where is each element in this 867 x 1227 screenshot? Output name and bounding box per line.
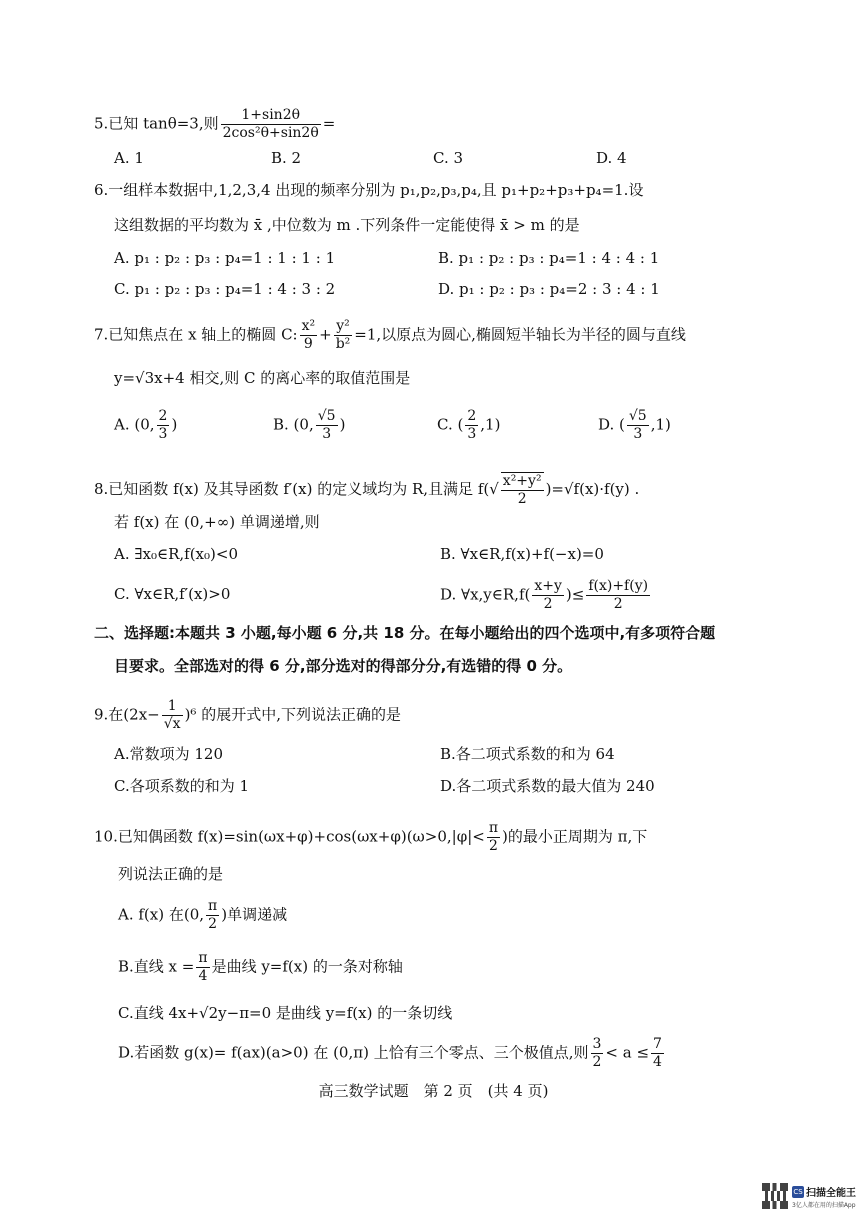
q8-option-d (440, 578, 652, 613)
q7-option-c (437, 408, 500, 443)
q6-option-c: C. p₁ : p₂ : p₃ : p₄=1 : 4 : 3 : 2 (114, 280, 336, 298)
q6-option-d: D. p₁ : p₂ : p₃ : p₄=2 : 3 : 4 : 1 (438, 280, 660, 298)
q10-option-d (118, 1036, 666, 1071)
q10-b-num: π (198, 950, 208, 966)
q5-option-c: C. 3 (433, 149, 464, 167)
q5-option-a: A. 1 (114, 149, 144, 167)
q7-pre: 7.已知焦点在 x 轴上的椭圆 C: (94, 325, 298, 344)
q7-a-pre: A. (0, (114, 415, 155, 434)
q10-option-a (118, 898, 287, 933)
q8-frac (501, 472, 544, 508)
q10-a-post: )单调递减 (221, 905, 288, 924)
q5-tail: = (322, 114, 336, 133)
q7-b-den: 3 (322, 426, 332, 442)
q8-num: x²+y² (502, 473, 542, 489)
q7-d-post: ,1) (650, 415, 671, 434)
q10-a-num: π (208, 898, 218, 914)
q7-frac-y-den: b² (335, 336, 351, 352)
q10-d-pre: D.若函数 g(x)= f(ax)(a>0) 在 (0,π) 上恰有三个零点、三个极值点,则 (118, 1043, 589, 1062)
qr-code-icon (762, 1183, 788, 1209)
q7-a-den: 3 (158, 426, 168, 442)
q7-c-pre: C. ( (437, 415, 464, 434)
q10-option-c: C.直线 4x+√2y−π=0 是曲线 y=f(x) 的一条切线 (118, 1004, 453, 1022)
q7-option-b (273, 408, 345, 443)
q10-post: )的最小正周期为 π,下 (502, 827, 648, 846)
question-9 (94, 698, 401, 733)
q9-option-b: B.各二项式系数的和为 64 (440, 745, 615, 763)
camscanner-logo-icon: CS (793, 1188, 803, 1196)
q7-frac-y (334, 318, 353, 353)
q7-b-pre: B. (0, (273, 415, 314, 434)
q9-frac (162, 698, 183, 733)
q10-b-frac (196, 950, 209, 985)
q7-c-frac (465, 408, 478, 443)
q7-a-num: 2 (158, 408, 168, 424)
q8-d-den2: 2 (613, 596, 623, 612)
q7-a-frac (157, 408, 170, 443)
q10-d-num2: 7 (653, 1036, 662, 1052)
q10-b-pre: B.直线 x = (118, 957, 195, 976)
q9-num: 1 (162, 698, 183, 716)
q10-num: π (488, 820, 499, 836)
q10-pre: 10.已知偶函数 f(x)=sin(ωx+φ)+cos(ωx+φ)(ω>0,|φ|< (94, 827, 485, 846)
q6-option-a: A. p₁ : p₂ : p₃ : p₄=1 : 1 : 1 : 1 (114, 249, 336, 267)
q7-d-num: √5 (628, 408, 647, 424)
q7-frac-x (300, 318, 318, 353)
q5-numerator: 1+sin2θ (221, 107, 321, 125)
q7-frac-y-num: y² (334, 318, 353, 336)
q7-c-post: ,1) (480, 415, 501, 434)
q7-line1 (94, 318, 686, 353)
q10-d-frac2 (651, 1036, 664, 1071)
q8-d-num1: x+y (534, 578, 562, 594)
q10-d-num1: 3 (592, 1036, 602, 1052)
q10-b-den: 4 (198, 968, 208, 984)
q7-option-d (598, 408, 671, 443)
q10-a-pre: A. f(x) 在(0, (118, 905, 205, 924)
q8-d-frac1 (532, 578, 564, 613)
q7-option-a (114, 408, 177, 443)
q8-den: 2 (517, 491, 527, 507)
q5-stem: 5.已知 tanθ=3,则 (94, 114, 219, 133)
camscanner-name: 扫描全能王 (806, 1188, 856, 1199)
q7-line2: y=√3x+4 相交,则 C 的离心率的取值范围是 (114, 369, 411, 387)
q7-b-num: √5 (317, 408, 336, 424)
q9-pre: 9.在(2x− (94, 705, 160, 724)
q7-d-frac (627, 408, 649, 443)
q7-c-den: 3 (467, 426, 477, 442)
q6-line1: 6.一组样本数据中,1,2,3,4 出现的频率分别为 p₁,p₂,p₃,p₄,且 p₁+p₂+p₃+p₄=1.设 (94, 181, 644, 199)
q7-a-post: ) (171, 415, 178, 434)
section-2-heading-cont: 目要求。全部选对的得 6 分,部分选对的得部分分,有选错的得 0 分。 (114, 657, 573, 675)
question-5 (94, 107, 335, 142)
q7-plus: + (319, 325, 332, 344)
q10-a-den: 2 (208, 916, 218, 932)
q8-pre: 8.已知函数 f(x) 及其导函数 f′(x) 的定义域均为 R,且满足 f(√ (94, 480, 499, 498)
q10-den: 2 (488, 838, 498, 854)
camscanner-subtitle: 3亿人都在用的扫描App (792, 1202, 856, 1209)
q7-frac-x-num: x² (301, 318, 316, 334)
q9-den: √x (163, 716, 181, 732)
q6-line2: 这组数据的平均数为 x̄ ,中位数为 m .下列条件一定能使得 x̄ > m 的是 (114, 216, 580, 234)
q8-option-c: C. ∀x∈R,f′(x)>0 (114, 585, 231, 603)
q10-d-frac1 (591, 1036, 604, 1071)
q10-d-den1: 2 (592, 1054, 602, 1070)
q5-fraction (221, 107, 321, 142)
q7-b-post: ) (339, 415, 346, 434)
q5-denominator: 2cos²θ+sin2θ (222, 125, 319, 141)
q10-line2: 列说法正确的是 (118, 865, 224, 883)
q7-c-num: 2 (467, 408, 477, 424)
q8-d-mid: )≤ (565, 585, 585, 604)
q5-option-b: B. 2 (271, 149, 302, 167)
q8-d-pre: D. ∀x,y∈R,f( (440, 585, 531, 604)
q10-option-b (118, 950, 403, 985)
q9-option-d: D.各二项式系数的最大值为 240 (440, 777, 655, 795)
q10-d-den2: 4 (653, 1054, 662, 1070)
q8-option-b: B. ∀x∈R,f(x)+f(−x)=0 (440, 545, 604, 563)
q10-line1 (94, 820, 647, 855)
q9-post: )⁶ 的展开式中,下列说法正确的是 (184, 705, 401, 724)
q7-d-pre: D. ( (598, 415, 625, 434)
q8-d-num2: f(x)+f(y) (588, 578, 649, 594)
q10-a-frac (206, 898, 219, 933)
q10-b-post: 是曲线 y=f(x) 的一条对称轴 (211, 957, 403, 976)
q8-d-frac2 (586, 578, 650, 613)
section-2-heading: 二、选择题:本题共 3 小题,每小题 6 分,共 18 分。在每小题给出的四个选项中,有多项符合题 (94, 624, 716, 642)
q8-option-a: A. ∃x₀∈R,f(x₀)<0 (114, 545, 238, 563)
q7-post: =1,以原点为圆心,椭圆短半轴长为半径的圆与直线 (354, 325, 686, 344)
q8-post: )=√f(x)·f(y) . (545, 480, 640, 498)
q7-d-den: 3 (633, 426, 643, 442)
q5-option-d: D. 4 (596, 149, 627, 167)
q8-line2: 若 f(x) 在 (0,+∞) 单调递增,则 (114, 513, 320, 531)
page-footer: 高三数学试题 第 2 页 (共 4 页) (318, 1082, 549, 1100)
q8-d-den1: 2 (543, 596, 553, 612)
q6-option-b: B. p₁ : p₂ : p₃ : p₄=1 : 4 : 4 : 1 (438, 249, 660, 267)
q8-line1 (94, 472, 639, 508)
q9-option-a: A.常数项为 120 (114, 745, 223, 763)
q7-b-frac (316, 408, 338, 443)
q7-frac-x-den: 9 (303, 336, 313, 352)
q10-frac (487, 820, 500, 855)
q10-d-mid: < a ≤ (605, 1043, 650, 1062)
q9-option-c: C.各项系数的和为 1 (114, 777, 250, 795)
